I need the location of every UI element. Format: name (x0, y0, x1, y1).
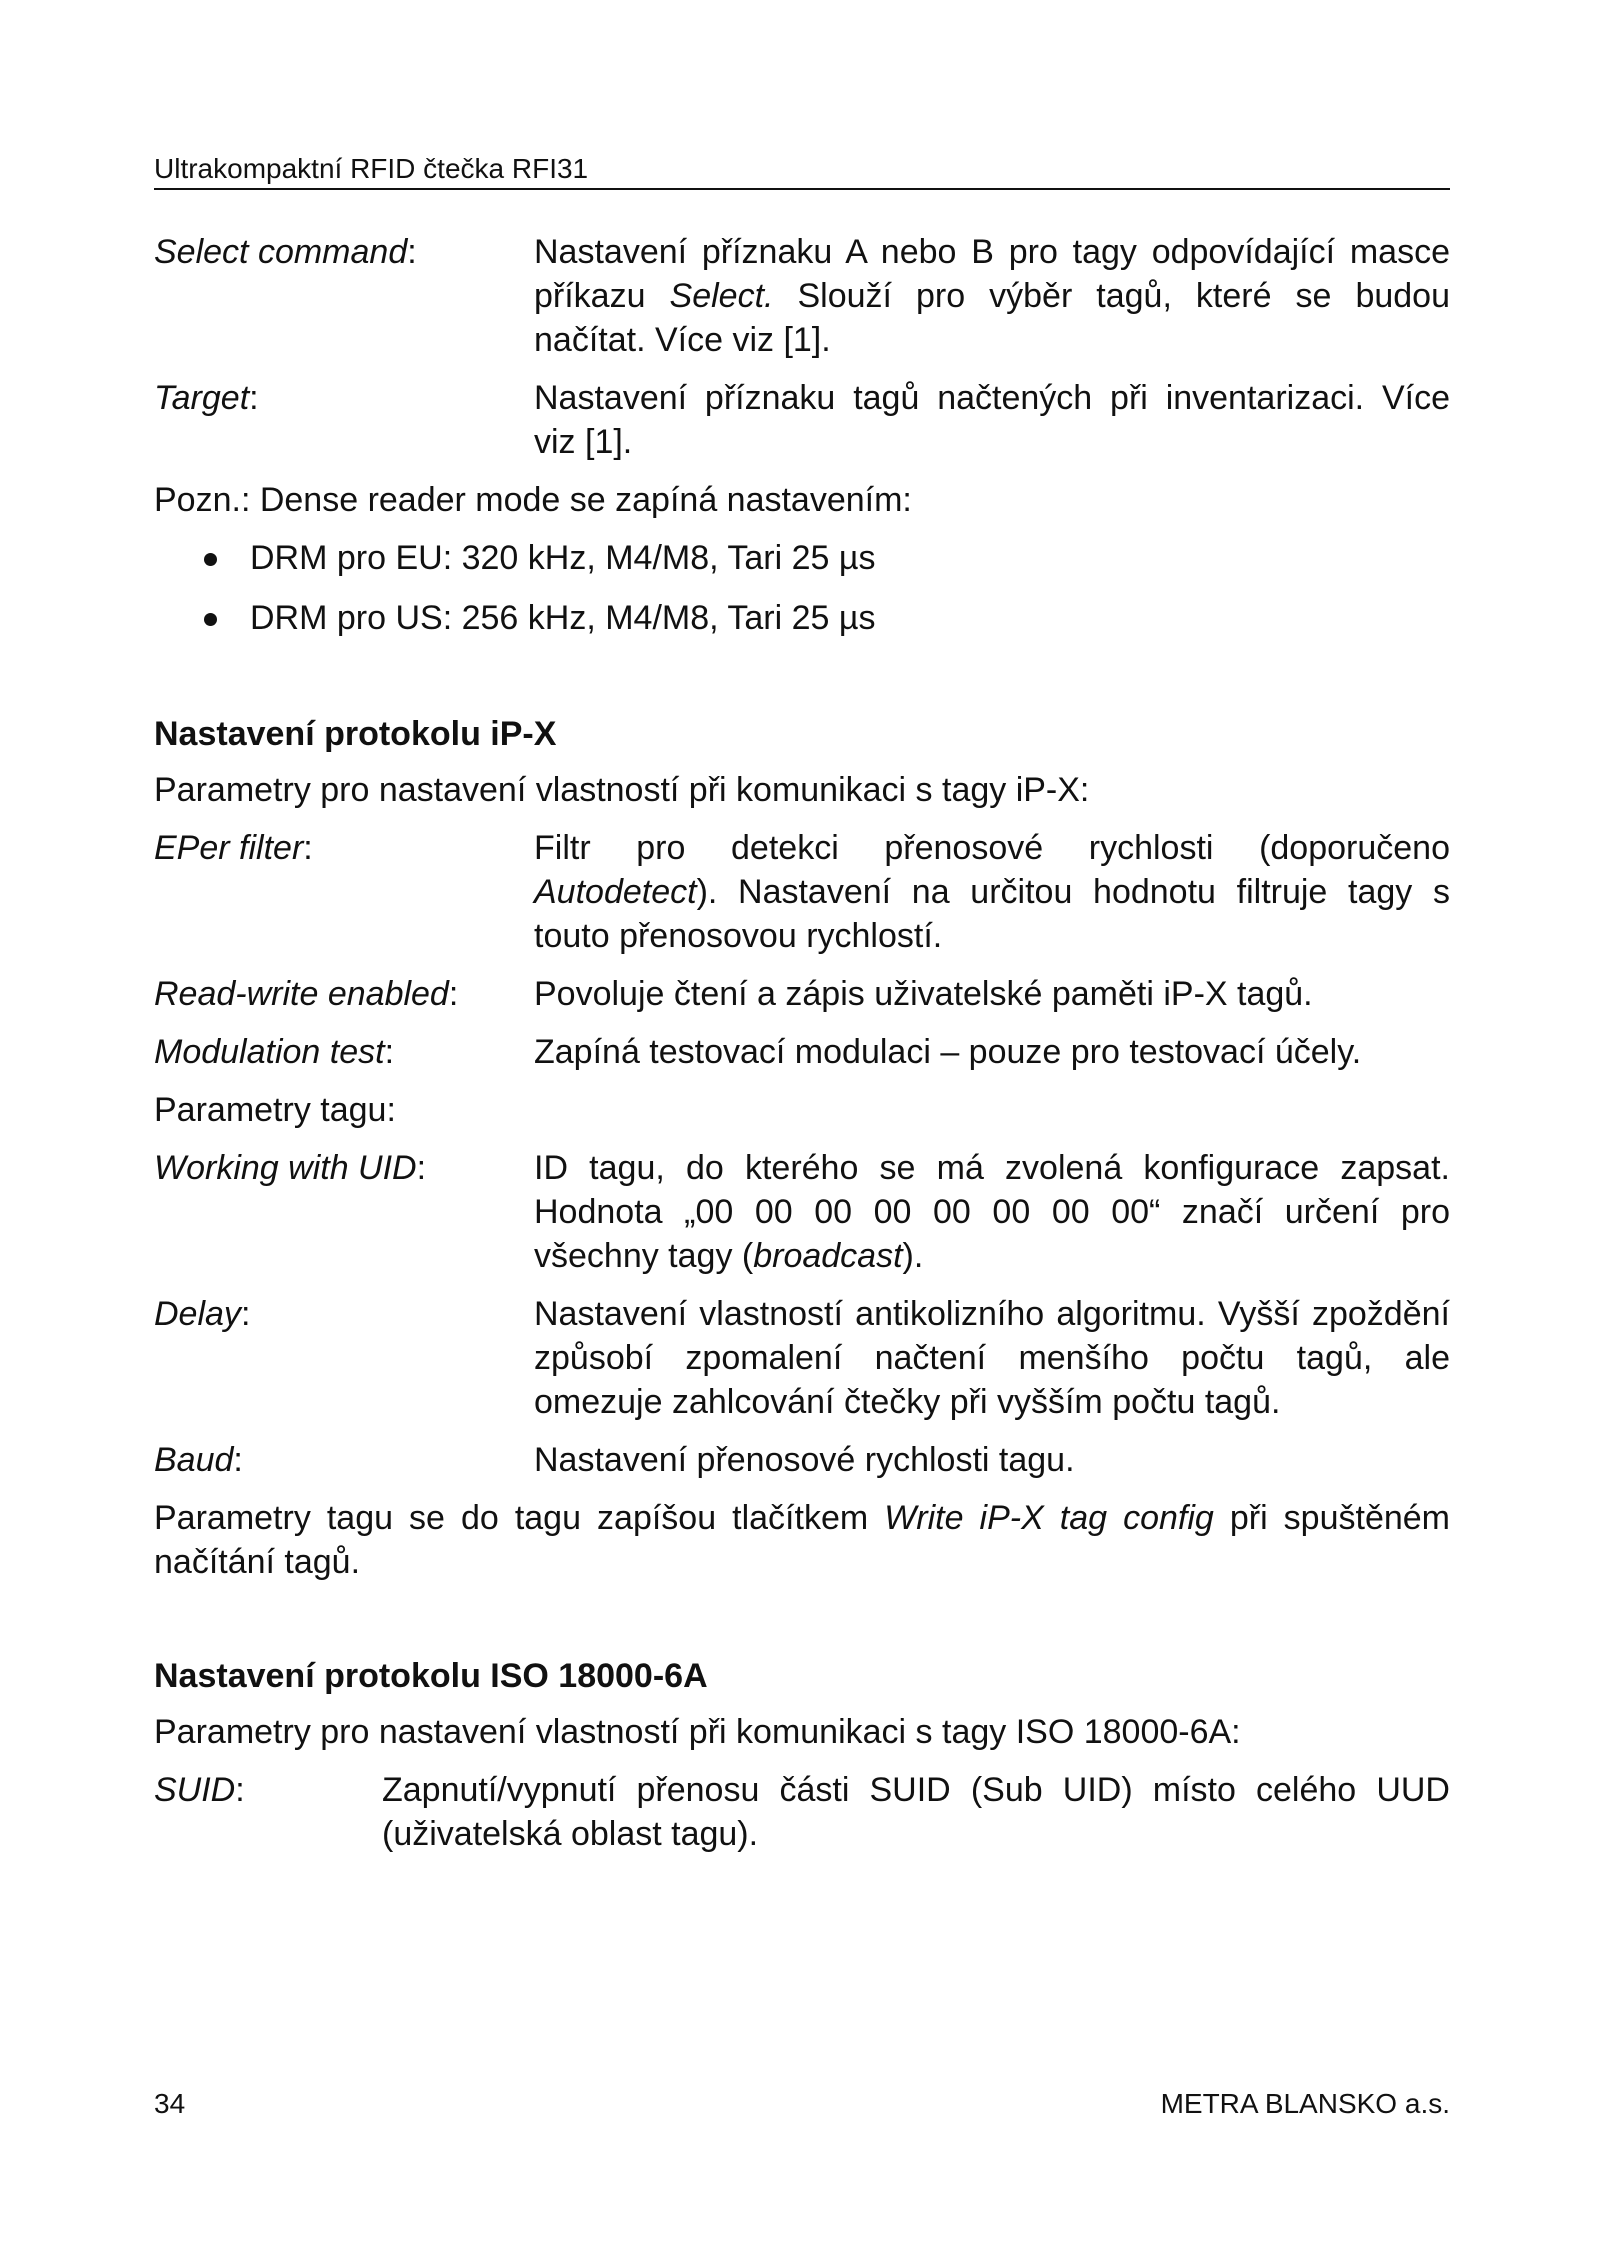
heading-ipx: Nastavení protokolu iP-X (154, 715, 557, 753)
def-suid: Zapnutí/vypnutí přenosu části SUID (Sub UID) místo celého UUD (uživatelská oblast tagu). (382, 1771, 1450, 1853)
definition-working-with-uid (154, 1146, 1450, 1278)
term-select-command: Select command: (154, 233, 417, 271)
def-read-write-enabled: Povoluje čtení a zápis uživatelské paměti iP-X tagů. (534, 975, 1313, 1013)
def-target: Nastavení příznaku tagů načtených při inventarizaci. Více viz [1]. (534, 379, 1450, 461)
bullet-drm-eu: DRM pro EU: 320 kHz, M4/M8, Tari 25 µs (154, 536, 1450, 580)
def-baud: Nastavení přenosové rychlosti tagu. (534, 1441, 1075, 1479)
def-modulation-test: Zapíná testovací modulaci – pouze pro testovací účely. (534, 1033, 1362, 1071)
heading-iso-18000-6a: Nastavení protokolu ISO 18000-6A (154, 1657, 708, 1695)
definition-eper-filter (154, 826, 1450, 958)
bullet-dot-icon (204, 613, 217, 626)
term-suid: SUID: (154, 1771, 245, 1809)
page-number: 34 (154, 2088, 186, 2119)
def-working-with-uid: ID tagu, do kterého se má zvolená konfigurace zapsat. Hodnota „00 00 00 00 00 00 00 00“ značí určení pro všechny tagy (broadcast). (534, 1149, 1450, 1275)
definition-baud (154, 1438, 1450, 1482)
term-delay: Delay: (154, 1295, 251, 1333)
def-eper-filter: Filtr pro detekci přenosové rychlosti (doporučeno Autodetect). Nastavení na určitou hodnotu filtruje tagy s touto přenosovou rychlostí. (534, 829, 1450, 955)
intro-ipx: Parametry pro nastavení vlastností při komunikaci s tagy iP-X: (154, 771, 1090, 809)
term-modulation-test: Modulation test: (154, 1033, 395, 1071)
bullet-dot-icon (204, 553, 217, 566)
drm-bullet-list (154, 536, 1450, 640)
footer-company: METRA BLANSKO a.s. (1160, 2088, 1450, 2119)
def-select-command: Nastavení příznaku A nebo B pro tagy odpovídající masce příkazu Select. Slouží pro výběr tagů, které se budou načítat. Více viz [1]. (534, 233, 1450, 359)
definition-select-command (154, 230, 1450, 362)
term-read-write-enabled: Read-write enabled: (154, 975, 459, 1013)
intro-iso: Parametry pro nastavení vlastností při komunikaci s tagy ISO 18000-6A: (154, 1713, 1241, 1751)
def-delay: Nastavení vlastností antikolizního algoritmu. Vyšší zpoždění způsobí zpomalení načtení menšího počtu tagů, ale omezuje zahlcování čtečky při vyšším počtu tagů. (534, 1295, 1450, 1421)
term-target: Target: (154, 379, 259, 417)
ipx-closing-paragraph: Parametry tagu se do tagu zapíšou tlačítkem Write iP-X tag config při spuštěném načítání tagů. (154, 1499, 1450, 1581)
definition-suid (154, 1768, 1450, 1856)
note-dense-reader: Pozn.: Dense reader mode se zapíná nastavením: (154, 481, 912, 519)
tag-params-label: Parametry tagu: (154, 1091, 396, 1129)
page-content (154, 230, 1450, 1870)
definition-target (154, 376, 1450, 464)
term-baud: Baud: (154, 1441, 243, 1479)
term-eper-filter: EPer filter: (154, 829, 313, 867)
definition-modulation-test (154, 1030, 1450, 1074)
definition-delay (154, 1292, 1450, 1424)
definition-read-write-enabled (154, 972, 1450, 1016)
running-header: Ultrakompaktní RFID čtečka RFI31 (154, 150, 1450, 190)
term-working-with-uid: Working with UID: (154, 1149, 427, 1187)
bullet-drm-us: DRM pro US: 256 kHz, M4/M8, Tari 25 µs (154, 596, 1450, 640)
